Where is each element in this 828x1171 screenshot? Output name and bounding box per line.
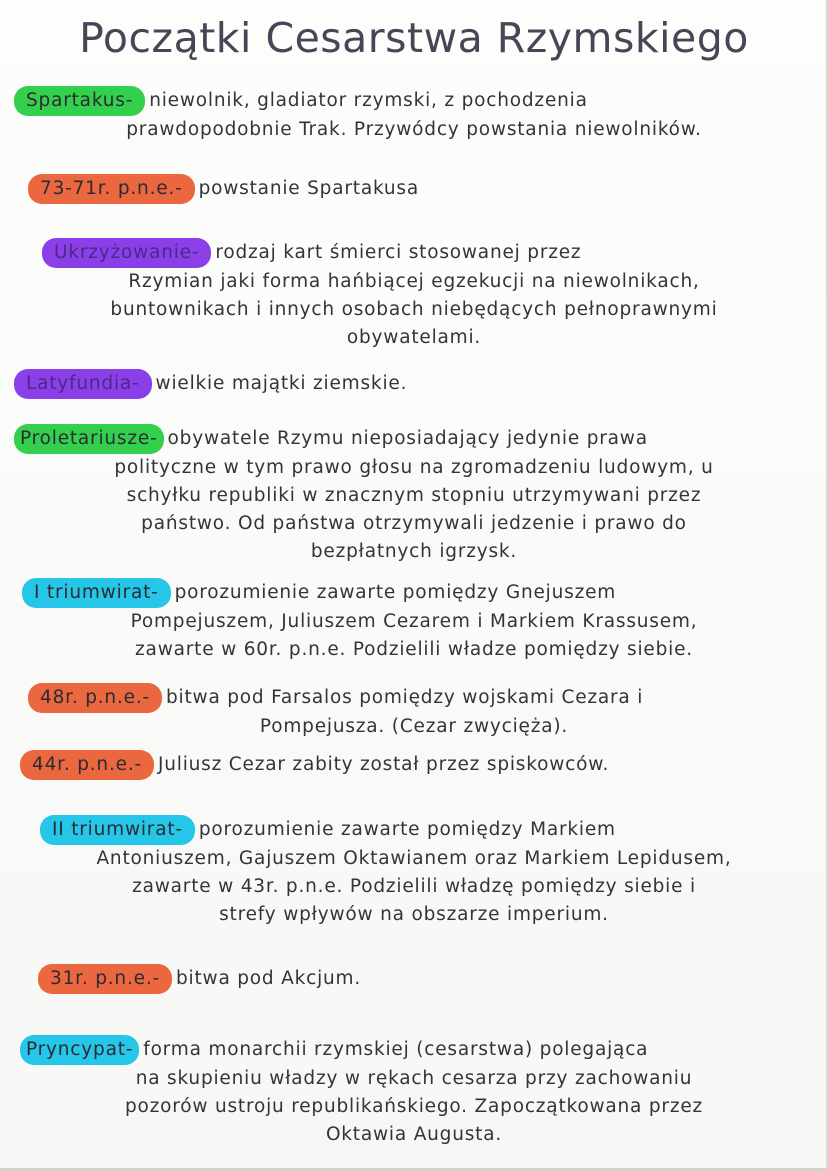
definition-text: porozumienie zawarte pomiędzy Gnejuszem <box>174 582 617 603</box>
entry-i-triumwirat <box>14 578 814 664</box>
definition-text: rodzaj kart śmierci stosowanej przez <box>215 242 582 263</box>
term-highlight: 48r. p.n.e.- <box>28 683 162 713</box>
page-title: Początki Cesarstwa Rzymskiego <box>79 14 749 62</box>
entry-proletariusze <box>14 424 814 566</box>
entry-31 <box>14 964 814 994</box>
entry-44 <box>14 750 814 780</box>
entry-48 <box>14 683 814 741</box>
entry-ukrzyzowanie <box>14 238 814 352</box>
term-highlight: Pryncypat- <box>20 1035 139 1065</box>
definition-text: Oktawia Augusta. <box>325 1124 503 1145</box>
definition-text: porozumienie zawarte pomiędzy Markiem <box>198 819 616 840</box>
term-highlight: 73-71r. p.n.e.- <box>28 174 195 204</box>
definition-text: schyłku republiki w znacznym stopniu utrzymywani przez <box>126 485 702 506</box>
definition-text: Pompejuszem, Juliuszem Cezarem i Markiem Krassusem, <box>130 611 698 632</box>
term-highlight: Latyfundia- <box>14 369 152 399</box>
entry-spartakus <box>14 86 814 144</box>
definition-text: Juliusz Cezar zabity został przez spiskowców. <box>157 754 610 775</box>
definition-text: zawarte w 43r. p.n.e. Podzielili władzę pomiędzy siebie i <box>132 876 696 897</box>
entry-pryncypat <box>14 1035 814 1149</box>
term-highlight: II triumwirat- <box>40 815 195 845</box>
definition-text: prawdopodobnie Trak. Przywódcy powstania niewolników. <box>126 119 702 140</box>
term-highlight: 31r. p.n.e.- <box>38 964 172 994</box>
definition-text: zawarte w 60r. p.n.e. Podzielili władze pomiędzy siebie. <box>135 639 693 660</box>
entry-ii-triumwirat <box>14 815 814 929</box>
definition-text: strefy wpływów na obszarze imperium. <box>219 904 609 925</box>
definition-text: bitwa pod Farsalos pomiędzy wojskami Cezara i <box>165 687 644 708</box>
definition-text: bezpłatnych igrzysk. <box>310 541 518 562</box>
definition-text: obywatelami. <box>346 327 482 348</box>
term-highlight: Spartakus- <box>14 86 145 116</box>
term-highlight: 44r. p.n.e.- <box>20 750 154 780</box>
definition-text: Antoniuszem, Gajuszem Oktawianem oraz Markiem Lepidusem, <box>96 848 732 869</box>
definition-text: buntownikach i innych osobach niebędących pełnoprawnymi <box>110 299 718 320</box>
definition-text: pozorów ustroju republikańskiego. Zapoczątkowana przez <box>124 1096 704 1117</box>
definition-text: państwo. Od państwa otrzymywali jedzenie i prawo do <box>141 513 687 534</box>
definition-text: obywatele Rzymu nieposiadający jedynie prawa <box>167 428 648 449</box>
definition-text: Rzymian jaki forma hańbiącej egzekucji na niewolnikach, <box>128 271 700 292</box>
definition-text: Pompejusza. (Cezar zwycięża). <box>259 716 569 737</box>
definition-text: bitwa pod Akcjum. <box>175 968 362 989</box>
entry-73-71 <box>14 174 814 204</box>
definition-text: forma monarchii rzymskiej (cesarstwa) polegająca <box>143 1039 649 1060</box>
definition-text: powstanie Spartakusa <box>198 178 420 199</box>
definition-text: polityczne w tym prawo głosu na zgromadzeniu ludowym, u <box>114 457 714 478</box>
definition-text: na skupieniu władzy w rękach cesarza przy zachowaniu <box>135 1068 693 1089</box>
term-highlight: I triumwirat- <box>22 578 171 608</box>
entry-latyfundia <box>14 369 814 399</box>
term-highlight: Ukrzyżowanie- <box>42 238 211 268</box>
term-highlight: Proletariusze- <box>14 424 164 454</box>
definition-text: niewolnik, gladiator rzymski, z pochodzenia <box>149 90 588 111</box>
definition-text: wielkie majątki ziemskie. <box>155 373 408 394</box>
